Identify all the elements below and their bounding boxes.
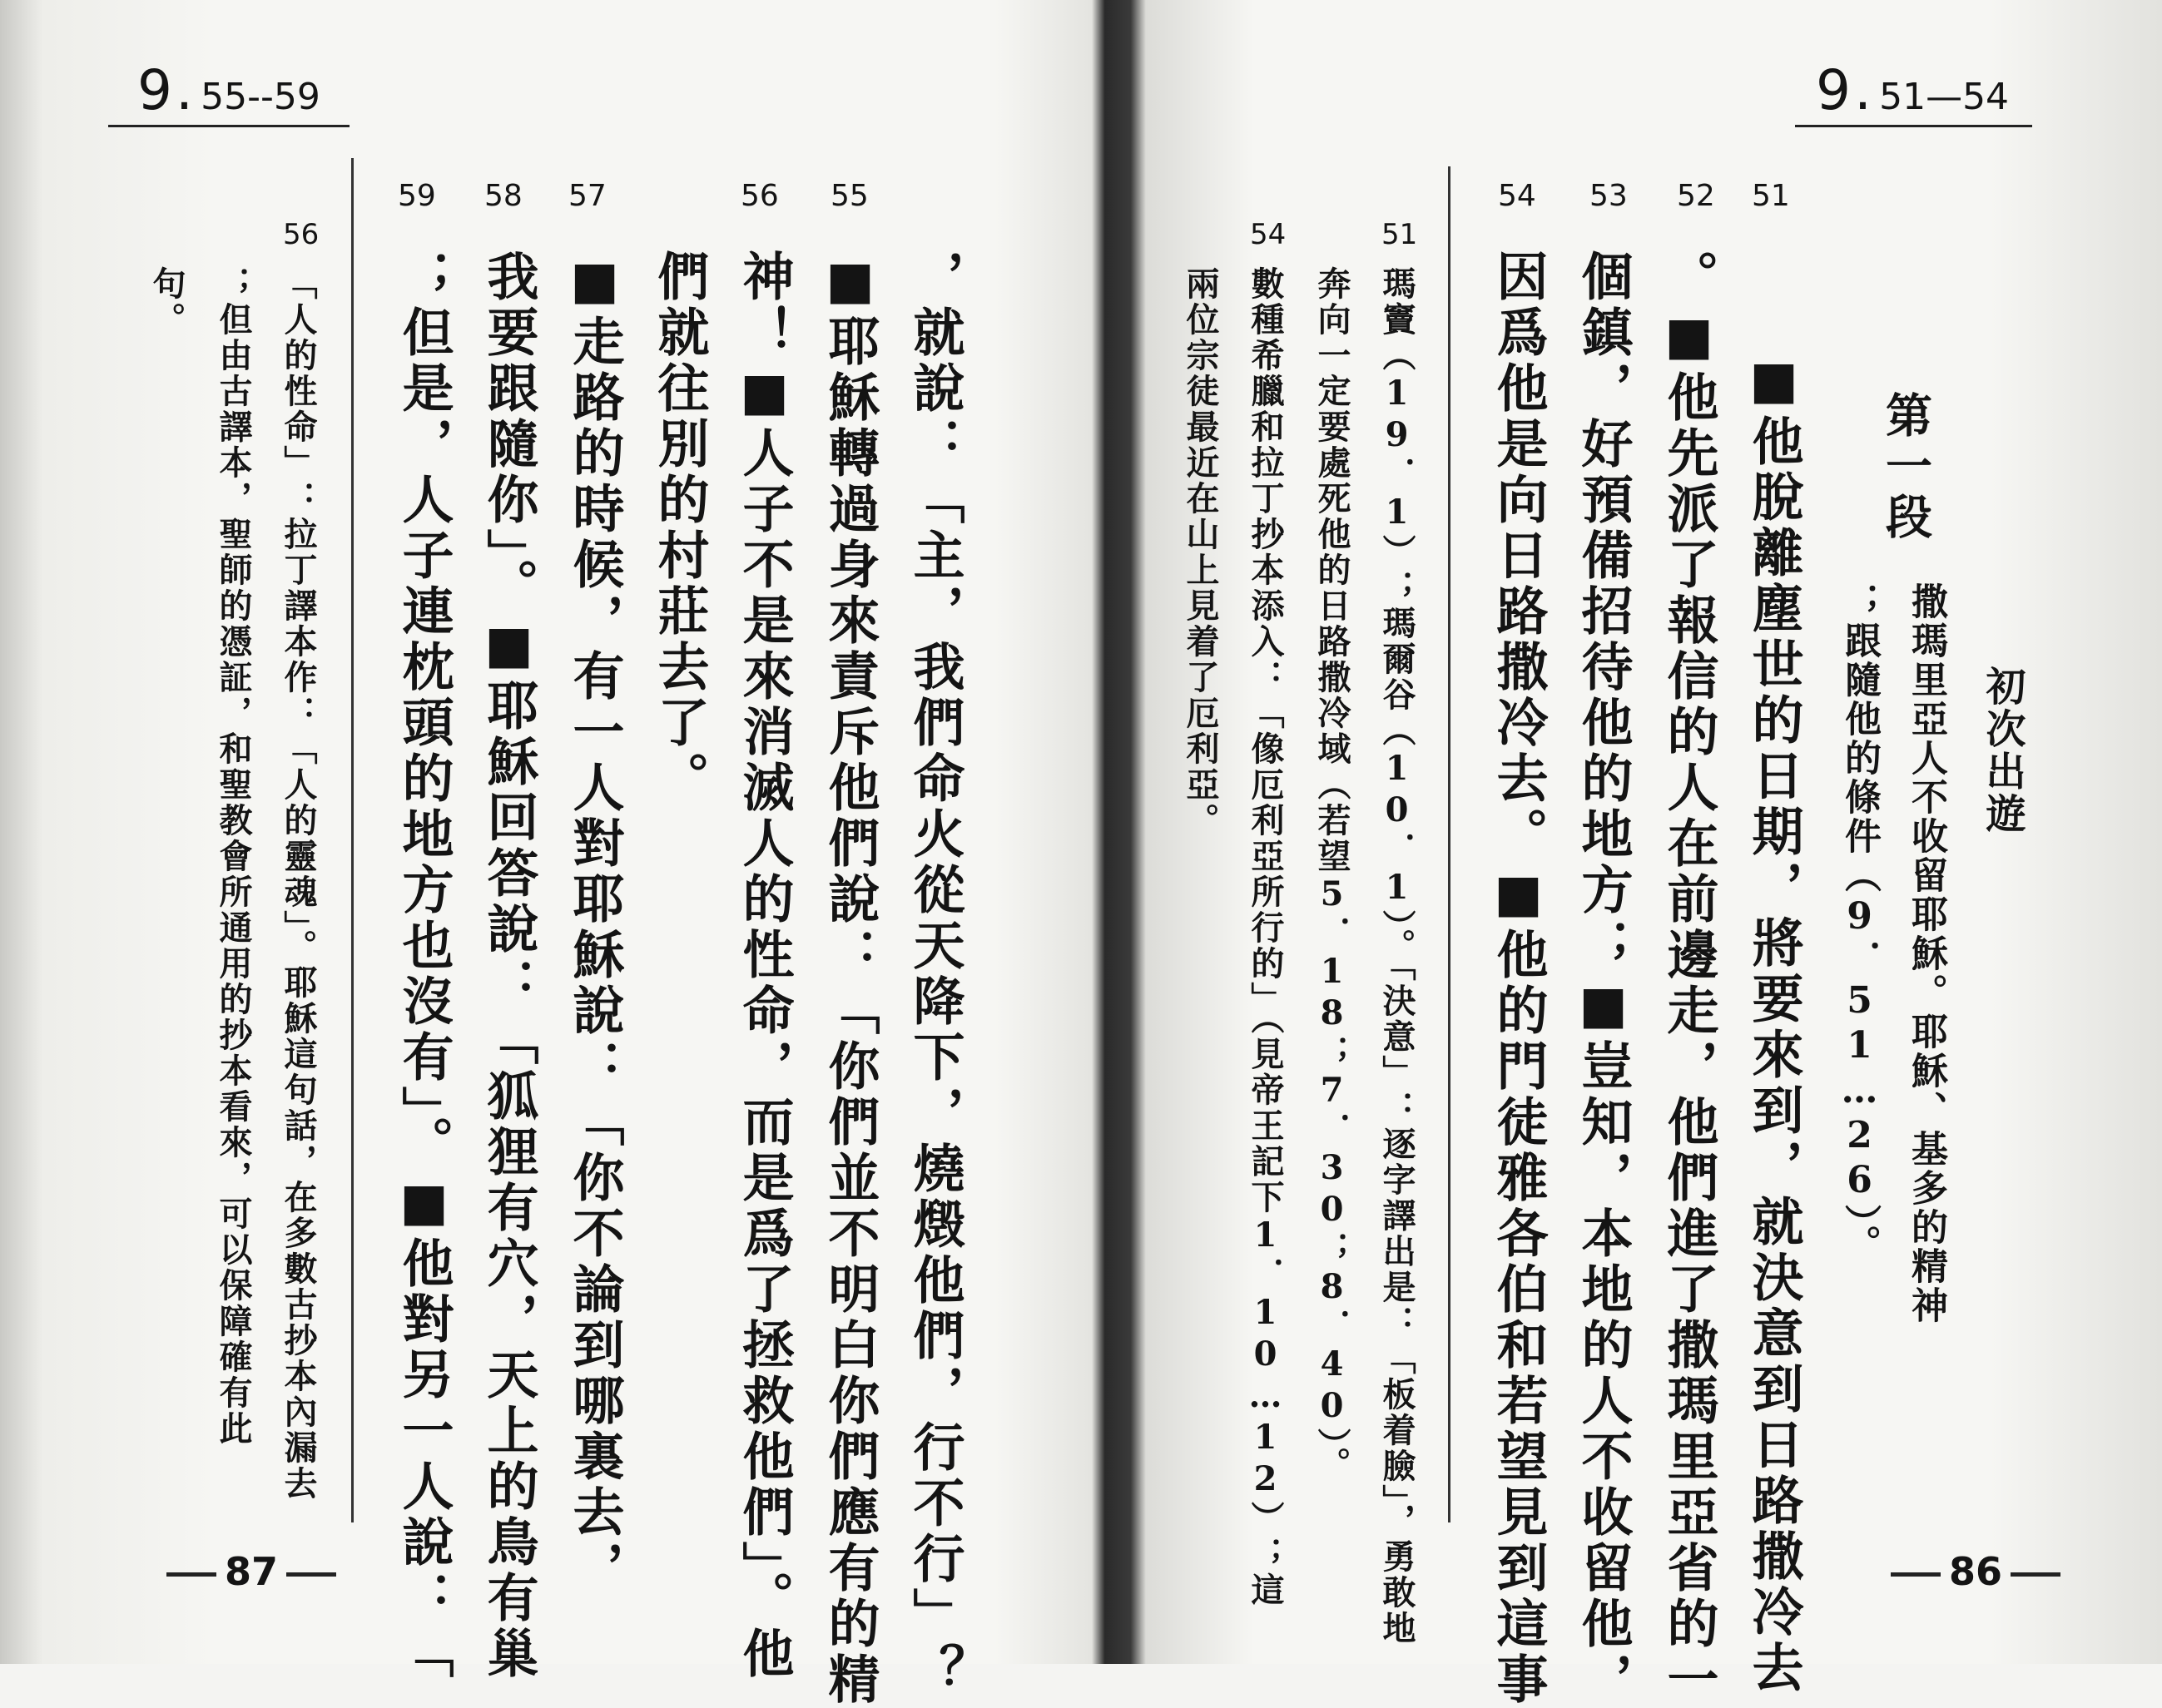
verse-number-58: 58	[484, 179, 523, 213]
right-running-header	[1816, 58, 2009, 122]
left-text-column-6: 我要跟隨你」。■耶穌回答說：「狐狸有穴，天上的鳥有巢	[479, 250, 539, 1682]
section-title: 初次出遊	[1979, 666, 2026, 835]
left-footnote-column-2: ；但由古譯本，聖師的憑証，和聖教會所通用的抄本看來，可以保障確有此	[214, 266, 253, 1447]
left-text-column-5: ■走路的時候，有一人對耶穌說：「你不論到哪裏去，	[564, 250, 625, 1597]
left-header-chapter: 9.	[137, 58, 196, 122]
right-footnote-column-2: 奔向一定要處死他的日路撒冷域（若望5．18；7．30；8．40）。	[1312, 266, 1351, 1483]
folio-dash	[166, 1572, 216, 1577]
footnote-separator-rule	[351, 158, 354, 1522]
verse-number-59: 59	[398, 179, 436, 213]
left-header-rule	[108, 125, 350, 127]
folio-dash	[1891, 1572, 1941, 1577]
left-footnote-column-3: 句。	[147, 266, 186, 338]
right-header-rule	[1795, 125, 2032, 127]
right-footnote-column-3: 數種希臘和拉丁抄本添入：「像厄利亞所行的」（見帝王記下1．10…12）；這	[1246, 266, 1285, 1608]
verse-number-51: 51	[1752, 179, 1790, 213]
right-text-column-1: ■他脫離塵世的日期，將要來到，就決意到日路撒冷去	[1743, 349, 1804, 1696]
left-text-column-7: ；但是，人子連枕頭的地方也沒有」。■他對另一人說：「	[394, 250, 454, 1682]
verse-number-56: 56	[741, 179, 779, 213]
footnote-number-54: 54	[1250, 218, 1287, 251]
right-text-column-2: 。■他先派了報信的人在前邊走，他們進了撒瑪里亞省的一	[1659, 250, 1719, 1708]
right-page-number	[1882, 1549, 2069, 1594]
left-folio-text: 87	[225, 1549, 279, 1594]
right-footnote-column-4: 兩位宗徒最近在山上見着了厄利亞。	[1181, 266, 1220, 839]
verse-number-53: 53	[1589, 179, 1628, 213]
right-footnote-column-1: 瑪竇（19．1）；瑪爾谷（10．1）。「決意」：逐字譯出是：「板着臉」，勇敢地	[1377, 266, 1416, 1646]
left-text-column-2: ■耶穌轉過身來責斥他們說：「你們並不明白你們應有的精	[820, 250, 880, 1708]
left-text-column-1: ，就說：「主，我們命火從天降下，燒燬他們，行不行」？	[905, 250, 965, 1699]
section-summary-line-1: 撒瑪里亞人不收留耶穌。耶穌、基多的精神	[1905, 582, 1947, 1325]
section-label: 第一段	[1878, 391, 1933, 543]
folio-dash	[2011, 1572, 2060, 1577]
right-header-range: 51—54	[1879, 76, 2010, 118]
left-page-number	[158, 1549, 345, 1594]
footnote-number-51: 51	[1381, 218, 1418, 251]
section-summary-line-2: ；跟隨他的條件（9．51…26）。	[1838, 582, 1881, 1264]
right-folio-text: 86	[1949, 1549, 2003, 1594]
verse-number-57: 57	[568, 179, 607, 213]
folio-dash	[286, 1572, 336, 1577]
footnote-number-56: 56	[283, 218, 320, 251]
right-page	[1133, 0, 2162, 1708]
right-header-chapter: 9.	[1816, 58, 1875, 122]
right-text-column-3: 個鎮，好預備招待他的地方；■豈知，本地的人不收留他，	[1573, 250, 1634, 1708]
verse-number-52: 52	[1677, 179, 1715, 213]
left-footnote-column-1: 「人的性命」：拉丁譯本作：「人的靈魂」。耶穌這句話，在多數古抄本內漏去	[279, 266, 318, 1502]
left-running-header	[137, 58, 320, 122]
verse-number-54: 54	[1498, 179, 1536, 213]
left-text-column-3: 神！■人子不是來消滅人的性命，而是爲了拯救他們」。他	[734, 250, 795, 1682]
footnote-separator-rule	[1448, 166, 1450, 1522]
left-text-column-4: 們就往別的村莊去了。	[649, 250, 710, 807]
left-header-range: 55--59	[201, 76, 320, 118]
verse-number-55: 55	[831, 179, 869, 213]
right-text-column-4: 因爲他是向日路撒冷去。■他的門徒雅各伯和若望見到這事	[1488, 250, 1549, 1708]
